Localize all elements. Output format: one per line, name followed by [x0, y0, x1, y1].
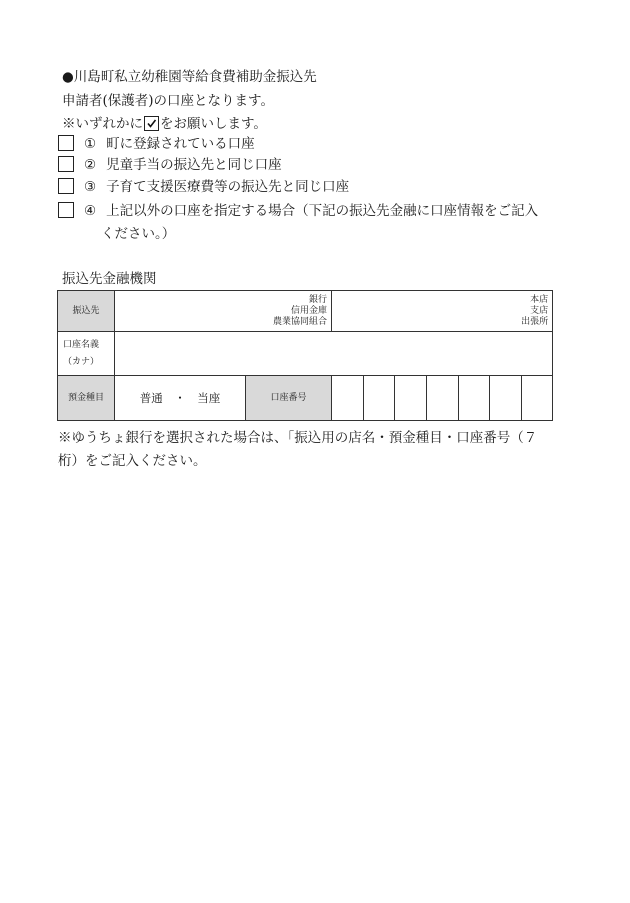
bank-table-title: 振込先金融機関 — [62, 271, 157, 287]
account-name-label-cell — [58, 332, 115, 376]
account-name-row — [58, 332, 553, 376]
account-name-input[interactable] — [115, 332, 553, 376]
instruction-prefix: ※いずれかに — [62, 116, 143, 132]
bank-name-cell[interactable] — [115, 291, 332, 332]
option-1-number: ① — [84, 136, 97, 152]
option-1-label: 町に登録されている口座 — [106, 136, 255, 152]
option-1 — [58, 134, 255, 154]
bank-info-table — [57, 290, 553, 421]
account-digit-2[interactable] — [364, 376, 395, 421]
deposit-row — [58, 376, 553, 421]
option-1-checkbox[interactable] — [58, 135, 74, 151]
check-mark-icon — [144, 116, 159, 131]
option-2 — [58, 155, 282, 175]
applicant-note: 申請者(保護者)の口座となります。 — [62, 93, 274, 109]
branch-name-cell[interactable] — [332, 291, 553, 332]
instruction-line — [62, 115, 267, 133]
branch-type-head: 本店 — [530, 294, 549, 305]
option-3-label: 子育て支援医療費等の振込先と同じ口座 — [106, 179, 350, 195]
deposit-type-label: 預金種目 — [58, 376, 115, 421]
option-4-number: ④ — [84, 203, 97, 219]
option-4-label: 上記以外の口座を指定する場合（下記の振込先金融に口座情報をご記入 — [106, 203, 539, 219]
account-digit-5[interactable] — [459, 376, 490, 421]
footer-note-line-2: 桁）をご記入ください。 — [58, 453, 207, 469]
account-name-kana: （カナ） — [63, 356, 100, 367]
account-digit-7[interactable] — [522, 376, 553, 421]
account-digit-4[interactable] — [427, 376, 459, 421]
option-2-number: ② — [84, 157, 97, 173]
account-number-label: 口座番号 — [246, 376, 332, 421]
form-heading: ●川島町私立幼稚園等給食費補助金振込先 — [62, 69, 317, 85]
branch-type-office: 出張所 — [521, 316, 549, 327]
branch-type-branch: 支店 — [530, 305, 549, 316]
account-name-label: 口座名義 — [63, 339, 100, 350]
option-3-number: ③ — [84, 179, 97, 195]
transfer-label: 振込先 — [58, 291, 115, 332]
instruction-suffix: をお願いします。 — [160, 116, 267, 132]
account-digit-3[interactable] — [395, 376, 427, 421]
deposit-type-options[interactable]: 普通 ・ 当座 — [115, 376, 246, 421]
option-4-checkbox[interactable] — [58, 202, 74, 218]
bank-type-bank: 銀行 — [309, 294, 328, 305]
account-digit-6[interactable] — [490, 376, 522, 421]
option-2-label: 児童手当の振込先と同じ口座 — [106, 157, 282, 173]
option-3 — [58, 177, 349, 197]
option-2-checkbox[interactable] — [58, 156, 74, 172]
account-digit-1[interactable] — [332, 376, 364, 421]
footer-note-line-1: ※ゆうちょ銀行を選択された場合は、「振込用の店名・預金種目・口座番号（７ — [58, 430, 538, 446]
option-3-checkbox[interactable] — [58, 178, 74, 194]
bank-type-shinkin: 信用金庫 — [291, 305, 328, 316]
bank-type-ja: 農業協同組合 — [273, 316, 328, 327]
option-4 — [58, 201, 538, 221]
transfer-row — [58, 291, 553, 332]
option-4-label-continued: ください。） — [101, 226, 176, 242]
